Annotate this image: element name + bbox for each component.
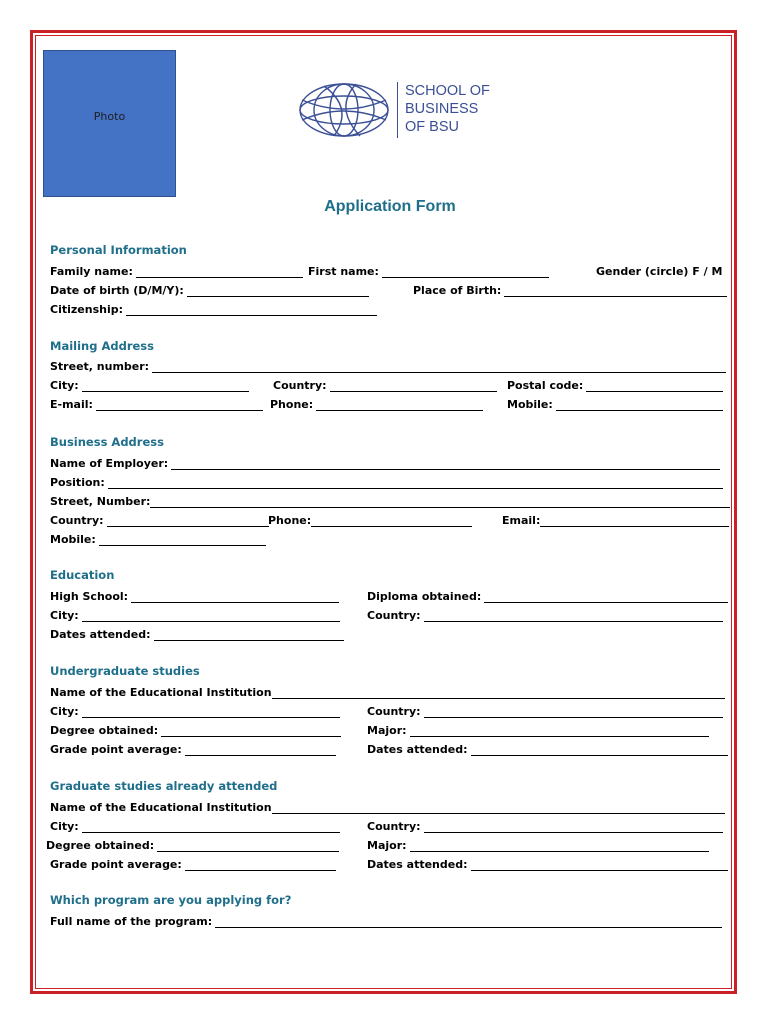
- field-line[interactable]: [187, 285, 369, 297]
- field-label: Family name:: [50, 265, 133, 278]
- field-label: Name of the Educational Institution: [50, 686, 272, 699]
- field-undergrad-country[interactable]: [367, 702, 723, 718]
- field-first-name[interactable]: [308, 262, 549, 278]
- field-undergrad-major[interactable]: [367, 721, 709, 737]
- field-business-phone[interactable]: [268, 511, 472, 527]
- field-program-full-name[interactable]: [50, 912, 722, 928]
- field-high-school[interactable]: [50, 587, 339, 603]
- field-line[interactable]: [410, 725, 709, 737]
- field-label: Citizenship:: [50, 303, 123, 316]
- field-undergrad-dates[interactable]: [367, 740, 728, 756]
- form-title: Application Form: [324, 198, 456, 215]
- field-line[interactable]: [556, 399, 723, 411]
- field-line[interactable]: [185, 859, 336, 871]
- field-label: Street, Number:: [50, 495, 151, 508]
- field-label: E-mail:: [50, 398, 93, 411]
- field-undergrad-institution[interactable]: [50, 683, 725, 699]
- field-label: Diploma obtained:: [367, 590, 482, 603]
- field-label: City:: [50, 609, 79, 622]
- field-mailing-phone[interactable]: [270, 395, 483, 411]
- field-mailing-postal-code[interactable]: [507, 376, 723, 392]
- field-label: Country:: [273, 379, 327, 392]
- field-line[interactable]: [107, 515, 269, 527]
- section-heading-program: Which program are you applying for?: [50, 893, 292, 907]
- field-line[interactable]: [311, 515, 472, 527]
- field-line[interactable]: [108, 477, 723, 489]
- field-label: Position:: [50, 476, 105, 489]
- field-education-dates[interactable]: [50, 625, 344, 641]
- field-label: Phone:: [270, 398, 314, 411]
- field-line[interactable]: [586, 380, 723, 392]
- field-line[interactable]: [185, 744, 336, 756]
- field-label: High School:: [50, 590, 129, 603]
- field-line[interactable]: [410, 840, 709, 852]
- field-label: Degree obtained:: [46, 839, 155, 852]
- field-education-country[interactable]: [367, 606, 723, 622]
- field-line[interactable]: [150, 496, 730, 508]
- field-line[interactable]: [161, 725, 341, 737]
- field-mailing-email[interactable]: [50, 395, 263, 411]
- field-line[interactable]: [82, 821, 340, 833]
- section-heading-personal: Personal Information: [50, 243, 187, 257]
- photo-placeholder[interactable]: [43, 50, 176, 197]
- field-label: Mobile:: [507, 398, 553, 411]
- field-business-street[interactable]: [50, 492, 730, 508]
- field-line[interactable]: [272, 802, 725, 814]
- field-gender[interactable]: [596, 262, 722, 278]
- section-heading-education: Education: [50, 568, 115, 582]
- field-label: City:: [50, 379, 79, 392]
- field-position[interactable]: [50, 473, 723, 489]
- field-label: Name of the Educational Institution: [50, 801, 272, 814]
- field-mailing-mobile[interactable]: [507, 395, 723, 411]
- field-label: Full name of the program:: [50, 915, 213, 928]
- field-label: Street, number:: [50, 360, 150, 373]
- field-line[interactable]: [82, 380, 249, 392]
- field-label: Grade point average:: [50, 743, 182, 756]
- field-label: City:: [50, 820, 79, 833]
- field-mailing-street[interactable]: [50, 357, 726, 373]
- field-label: City:: [50, 705, 79, 718]
- field-label: Major:: [367, 724, 407, 737]
- field-line[interactable]: [382, 266, 549, 278]
- field-line[interactable]: [316, 399, 483, 411]
- field-graduate-dates[interactable]: [367, 855, 728, 871]
- field-date-of-birth[interactable]: [50, 281, 369, 297]
- field-line[interactable]: [82, 706, 340, 718]
- field-label: Dates attended:: [367, 743, 468, 756]
- section-heading-mailing: Mailing Address: [50, 339, 154, 353]
- field-label: Country:: [50, 514, 104, 527]
- field-graduate-institution[interactable]: [50, 798, 725, 814]
- section-heading-graduate: Graduate studies already attended: [50, 779, 278, 793]
- field-label: Country:: [367, 609, 421, 622]
- field-line[interactable]: [96, 399, 263, 411]
- field-family-name[interactable]: [50, 262, 303, 278]
- section-heading-business: Business Address: [50, 435, 164, 449]
- field-line[interactable]: [215, 916, 722, 928]
- field-line[interactable]: [471, 744, 728, 756]
- school-name-line-3: OF BSU: [405, 119, 459, 135]
- logo-divider: [397, 82, 398, 138]
- field-label: First name:: [308, 265, 379, 278]
- field-line[interactable]: [136, 266, 303, 278]
- field-undergrad-city[interactable]: [50, 702, 340, 718]
- field-line[interactable]: [424, 706, 723, 718]
- field-mailing-country[interactable]: [273, 376, 497, 392]
- field-line[interactable]: [154, 629, 344, 641]
- field-employer[interactable]: [50, 454, 720, 470]
- field-graduate-degree[interactable]: [46, 836, 339, 852]
- field-line[interactable]: [131, 591, 339, 603]
- field-label: Degree obtained:: [50, 724, 159, 737]
- field-label: Name of Employer:: [50, 457, 169, 470]
- field-line[interactable]: [82, 610, 340, 622]
- field-label: Date of birth (D/M/Y):: [50, 284, 184, 297]
- field-line[interactable]: [152, 361, 726, 373]
- field-undergrad-gpa[interactable]: [50, 740, 336, 756]
- field-graduate-major[interactable]: [367, 836, 709, 852]
- field-place-of-birth[interactable]: [413, 281, 727, 297]
- field-business-email[interactable]: [502, 511, 729, 527]
- field-diploma-obtained[interactable]: [367, 587, 728, 603]
- field-label: Country:: [367, 820, 421, 833]
- field-undergrad-degree[interactable]: [50, 721, 341, 737]
- field-business-country[interactable]: [50, 511, 269, 527]
- field-mailing-city[interactable]: [50, 376, 249, 392]
- field-graduate-city[interactable]: [50, 817, 340, 833]
- field-label: Email:: [502, 514, 541, 527]
- field-label: Postal code:: [507, 379, 584, 392]
- school-name-line-1: SCHOOL OF: [405, 83, 490, 99]
- field-line[interactable]: [504, 285, 727, 297]
- field-line[interactable]: [330, 380, 497, 392]
- field-line[interactable]: [126, 304, 377, 316]
- school-globe-logo-icon: [294, 78, 394, 140]
- field-label: Major:: [367, 839, 407, 852]
- field-line[interactable]: [157, 840, 339, 852]
- field-line[interactable]: [424, 610, 723, 622]
- field-line[interactable]: [99, 534, 266, 546]
- field-line[interactable]: [171, 458, 720, 470]
- field-label: Grade point average:: [50, 858, 182, 871]
- field-label: Dates attended:: [367, 858, 468, 871]
- field-line[interactable]: [272, 687, 725, 699]
- field-label: Mobile:: [50, 533, 96, 546]
- field-line[interactable]: [540, 515, 729, 527]
- school-name: [405, 82, 490, 136]
- field-graduate-gpa[interactable]: [50, 855, 336, 871]
- field-line[interactable]: [471, 859, 728, 871]
- section-heading-undergraduate: Undergraduate studies: [50, 664, 200, 678]
- field-citizenship[interactable]: [50, 300, 377, 316]
- field-line[interactable]: [484, 591, 728, 603]
- photo-label: Photo: [93, 110, 126, 123]
- school-name-line-2: BUSINESS: [405, 101, 479, 117]
- field-education-city[interactable]: [50, 606, 340, 622]
- field-label: Dates attended:: [50, 628, 151, 641]
- field-business-mobile[interactable]: [50, 530, 266, 546]
- field-label: Phone:: [268, 514, 312, 527]
- field-label: Gender (circle) F / M: [596, 265, 723, 278]
- field-label: Country:: [367, 705, 421, 718]
- field-label: Place of Birth:: [413, 284, 502, 297]
- field-graduate-country[interactable]: [367, 817, 723, 833]
- field-line[interactable]: [424, 821, 723, 833]
